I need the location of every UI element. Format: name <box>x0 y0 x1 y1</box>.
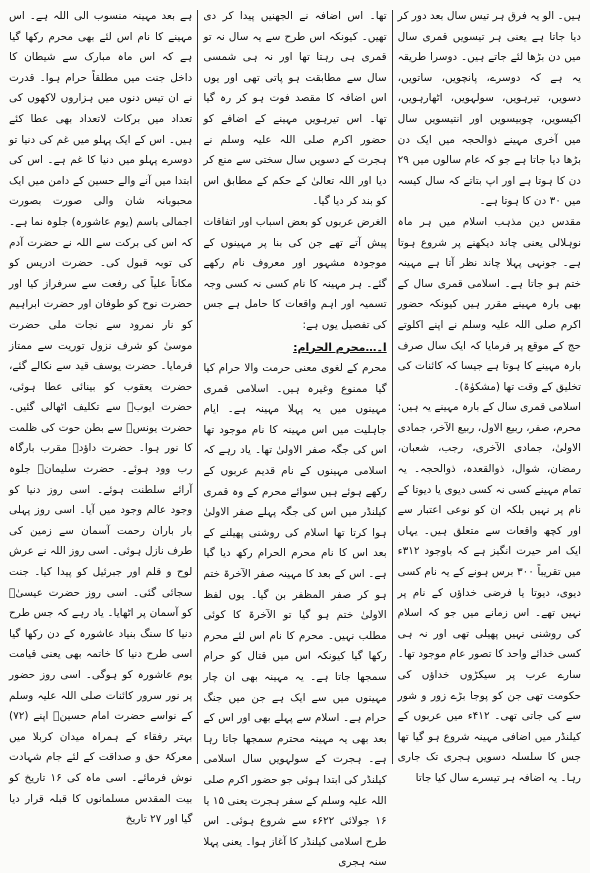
paragraph: اسلامی قمری سال کے بارہ مہینے یہ ہیں: محرم، صفر، ربیع الاول، ربیع الآخر، جمادی الاولیٰ، جمادی الآخری، رجب، شعبان، رمضان، شوال، ذوالقعدہ، ذوالحجہ۔ یہ تمام مہینے کسی نہ کسی دیوی یا دیوتا کے نام پر نہیں بلکہ ان کو نوعی اعتبار سے اور کچھ واقعات سے متعلق ہیں۔ یہاں ایک امر حیرت انگیز ہے کہ باوجود ۳۱۲ء میں تقریباً ۳۰۰ برس ہونے کے یہ نام کسی دیوی، دیوتا یا فرضی خداؤں کے نام پر نہیں تھے۔ اس زمانے میں جو کہ اسلام کی روشنی نہیں پھیلی تھی اور نہ ہی کسی خدائے واحد کا تصور عام موجود تھا۔ سارے عرب پر سیکڑوں خداؤں کی حکومت تھی جن کو پوجا بڑے زور و شور سے کی جاتی تھی۔ ۴۱۲ء میں عربوں کے کیلنڈر میں اضافی مہینہ شروع ہو گیا تھا جس کا سلسلہ دسویں ہجری تک جاری رہا۔ یہ اضافہ ہر تیسرے سال کیا جاتا <box>397 401 581 784</box>
column-right <box>393 6 586 784</box>
paragraph: ہے بعد مہینہ منسوب الی اللہ ہے۔ اس مہینے کا نام اس لئے بھی محرم رکھا گیا ہے کہ اس ماہ مبارک سے شیطان کا داخل جنت میں مطلقاً حرام ہوا۔ قدرت نے ان تیس دنوں میں ہزاروں لاکھوں کی تعداد میں برکات لاتعداد بھی عطا کئے ہیں۔ اس کے ایک پہلو میں غم کی دنیا تو دوسرے پہلو میں دنیا کا غم ہے۔ اس کی ابتدا میں آنے والے حسین کے دامن میں ایک محبوبانہ شان والی صورت بصورت اجمالی باسم (یوم عاشورہ) جلوہ نما ہے۔ کہ اس کی برکت سے اللہ نے حضرت آدم کی توبہ قبول کی۔ حضرت ادریس کو مکاناً علیاً کی رفعت سے سرفراز کیا اور حضرت نوح کو طوفان اور حضرت ابراہیم کو نار نمرود سے نجات ملی حضرت موسیٰ کو شرف نزول توریت سے ممتاز فرمایا۔ حضرت یوسف قید سے نکالے گئے، حضرت یعقوب کو بینائی عطا ہوئی، حضرت ایوبؑ سے تکلیف اٹھالی گئیں۔ حضرت یونسؑ سے بطن حوت کی ظلمت کا نور ہوا۔ حضرت داؤدؑ مقرب بارگاہ رب وود ہوئے۔ حضرت سلیمانؑ جلوہ آرائے سلطنت ہوئے۔ اسی روز دنیا کو وجود عالم وجود میں آیا۔ اسی روز پہلی بار باران رحمت آسمان سے زمین کی طرف نازل ہوئی۔ اسی روز اللہ نے عرش لوح و قلم اور جبرئیل کو پیدا کیا۔ جنت سجائی گئی۔ اسی روز حضرت عیسیٰؑ کو آسمان پر اٹھایا۔ یاد رہے کہ جس طرح دنیا کا سنگ بنیاد عاشورہ کے دن رکھا گیا اسی طرح دنیا کا خاتمہ بھی یعنی قیامت یوم عاشورہ کو ہوگی۔ اسی روز حضور پر نور سرور کائنات صلی اللہ علیہ وسلم کے نواسے حضرت امام حسینؑ اپنے (۷۲) بہتر رفقاء کے ہمراہ میدان کربلا میں معرکۂ حق و صداقت کے لئے جام شہادت نوش فرمائے۔ اسی ماہ کی ۱۶ تاریخ کو بیت المقدس مسلمانوں کا قبلہ قرار دیا گیا اور ۲۷ تاریخ <box>9 10 193 826</box>
column-left <box>4 6 197 826</box>
paragraph: الغرض عربوں کو بعض اسباب اور اتفاقات پیش آتے تھے جن کی بنا پر مہینوں کے موجودہ مشہور اور معروف نام رکھے گئے۔ ہر مہینہ کا نام کسی نہ کسی وجہ تسمیہ اور اہم واقعات کا حامل ہے جس کی تفصیل یوں ہے: <box>203 215 387 331</box>
paragraph: محرم کے لغوی معنی حرمت والا حرام کیا گیا ممنوع وغیرہ ہیں۔ اسلامی قمری مہینوں میں یہ پہلا مہینہ ہے۔ ایام جاہلیت میں اس مہینہ کا نام موجود تھا اس کی جگہ صفر الاولیٰ تھا۔ یاد رہے کہ اسلامی مہینوں کے نام قدیم عربوں کے رکھے ہوئے ہیں سوائے محرم کے وہ قمری کیلنڈر میں اس کی جگہ پہلے صفر الاولیٰ ہوا کرتا تھا اسلام کی روشنی پھیلنے کے بعد اس کا نام محرم الحرام رکھ دیا گیا ہے۔ اس کے بعد کا مہینہ صفر الآخرۃ ختم ہو کر صفر المظفر بن گیا۔ یوں لفظ الاولیٰ ختم ہو گیا تو الآخرۃ کا کوئی مطلب نہیں۔ محرم کا نام اس لئے محرم رکھا گیا کیونکہ اس میں قتال کو حرام سمجھا جاتا ہے۔ یہ مہینہ بھی ان چار مہینوں میں سے ایک ہے جن میں جنگ حرام ہے۔ اسلام سے پہلے بھی اور اس کے بعد بھی یہ مہینہ محترم سمجھا جاتا رہا ہے۔ ہجرت کے سولہویں سال اسلامی کیلنڈر کی ابتدا ہوئی جو حضور اکرم صلی اللہ علیہ وسلم کے سفر ہجرت یعنی ۱۵ یا ۱۶ جولائی ۶۲۲ء سے شروع ہوئی۔ اس طرح اسلامی کیلنڈر کا آغاز ہوا۔ یعنی پہلا سنہ ہجری <box>203 362 387 869</box>
paragraph: مقدس دین مذہب اسلام میں ہر ماہ نوہلالی یعنی چاند دیکھنے پر شروع ہوتا ہے۔ جونہی پہلا چاند نظر آتا ہے مہینہ ختم ہو جاتا ہے۔ اسلامی قمری سال کے بھی بارہ مہینے مقرر ہیں کیونکہ حضور اکرم صلی اللہ علیہ وسلم نے اپنے اکلوتے حج کے موقع پر فرمایا کہ ایک سال صرف بارہ مہینے کا ہوتا ہے جیسا کہ کائنات کی تخلیق کے وقت تھا (مشکوٰۃ)۔ <box>397 215 581 393</box>
paragraph: تھا۔ اس اضافہ نے الجھنیں پیدا کر دی تھیں۔ کیونکہ اس طرح سے یہ سال نہ تو قمری ہی رہتا تھا اور نہ ہی شمسی سال سے مطابقت ہو پاتی تھی اور یوں اس اضافہ کا مقصد فوت ہو کر رہ گیا تھا۔ اس تیرہویں مہینے کے اضافے کو حضور اکرم صلی اللہ علیہ وسلم نے ہجرت کے دسویں سال سختی سے منع کر دیا اور اللہ تعالیٰ کے حکم کے مطابق اس کو بند کر دیا گیا۔ <box>203 10 387 208</box>
paragraph: ہیں۔ الو یہ فرق ہر تیس سال بعد دور کر دیا جاتا ہے یعنی ہر تیسویں قمری سال میں دن بڑھا لئے جاتے ہیں۔ دوسرا طریقہ یہ ہے کہ دوسرے، پانچویں، ساتویں، دسویں، تیرہویں، سولہویں، اٹھارہویں، اکیسویں، چوبیسویں اور انتیسویں سال میں آخری مہینے ذوالحجہ میں ایک دن بڑھا دیا جاتا ہے جو کہ عام سالوں میں ۲۹ دن کا ہوتا ہے اور اپ بتاتے کہ سال کیسہ میں ۳۰ دن کا ہوتا ہے۔ <box>397 10 581 208</box>
section-heading-muharram: ا۔…محرم الحرام: <box>293 340 387 354</box>
column-middle <box>198 6 391 869</box>
